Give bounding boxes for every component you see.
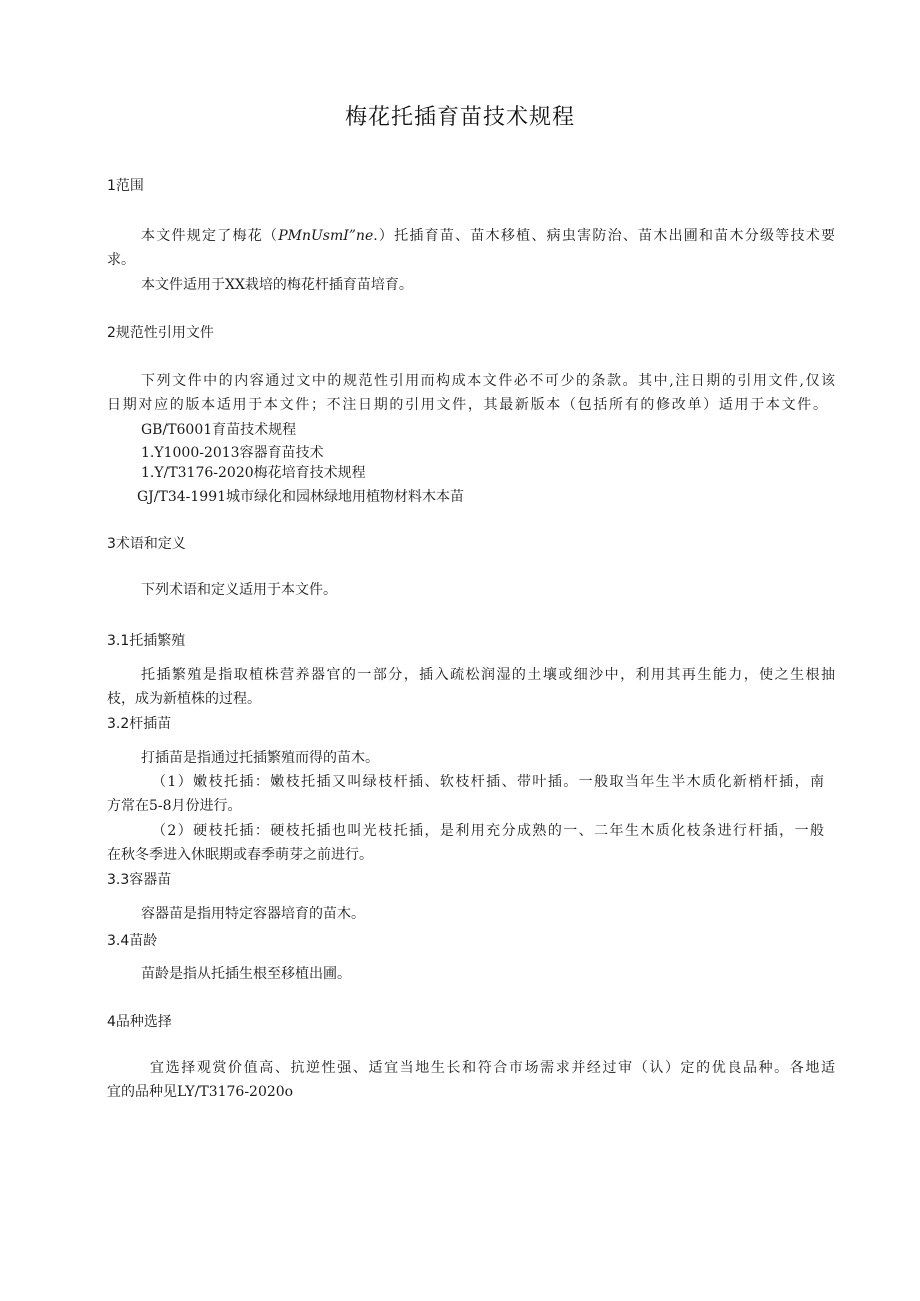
term-heading: 3.2杆插苗 [107,716,172,732]
section-heading-terms: 3术语和定义 [107,536,186,552]
term-heading: 3.3容器苗 [107,872,172,888]
term-heading: 3.4苗龄 [107,933,158,949]
scope-paragraph: 本文件适用于XX栽培的梅花杆插育苗培育。 [141,277,413,293]
section-heading-varieties: 4品种选择 [107,1014,172,1030]
term-list-item-line: 方常在5-8月份进行。 [107,798,242,814]
scope-paragraph-line [141,226,835,246]
term-list-item-line: （2）硬枝托插：硬枝托插也叫光枝托插，是利用充分成熟的一、二年生木质化枝条进行杆插，一般 [152,823,824,839]
document-title: 梅花托插育苗技术规程 [344,105,575,130]
term-list-item-line: （1）嫩枝托插：嫩枝托插又叫绿枝杆插、软枝杆插、带叶插。一般取当年生半木质化新梢杆插，南 [152,774,824,790]
term-definition: 容器苗是指用特定容器培育的苗木。 [141,906,365,922]
latin-name: PMnUsmI”ne. [278,228,378,244]
reference-item: 1.Y/T3176-2020梅花培育技术规程 [141,465,366,481]
term-definition: 打插苗是指通过托插繁殖而得的苗木。 [141,750,379,766]
references-paragraph-line: 下列文件中的内容通过文中的规范性引用而构成本文件必不可少的条款。其中,注日期的引用文件,仅该 [141,373,835,389]
term-heading: 3.1托插繁殖 [107,633,186,649]
terms-intro: 下列术语和定义适用于本文件。 [141,582,337,598]
term-definition: 苗龄是指从托插生根至移植出圃。 [141,966,351,982]
reference-item: GJ/T34-1991城市绿化和园林绿地用植物材料木本苗 [137,489,465,505]
scope-text-part: 本文件规定了梅花（ [141,228,279,244]
varieties-paragraph-line: 宜选择观赏价值高、抗逆性强、适宜当地生长和符合市场需求并经过审（认）定的优良品种。各地适 [150,1060,835,1076]
scope-text-part: ）托插育苗、苗木移植、病虫害防治、苗木出圃和苗木分级等技术要 [377,228,836,244]
section-heading-scope: 1范围 [107,178,144,194]
reference-item: 1.Y1000-2013容器育苗技术 [141,445,324,461]
references-paragraph-line: 日期对应的版本适用于本文件；不注日期的引用文件，其最新版本（包括所有的修改单）适用于本文件。 [107,397,827,413]
varieties-paragraph-line: 宜的品种见LY/T3176-2020o [107,1084,294,1100]
term-list-item-line: 在秋冬季进入休眠期或春季萌芽之前进行。 [107,847,373,863]
term-definition-line: 枝，成为新植株的过程。 [107,691,261,707]
section-heading-references: 2规范性引用文件 [107,325,214,341]
reference-item: GB/T6001育苗技术规程 [141,422,297,438]
scope-paragraph-line: 求。 [107,252,135,268]
term-definition-line: 托插繁殖是指取植株营养器官的一部分，插入疏松润湿的土壤或细沙中，利用其再生能力，使之生根抽 [141,667,835,683]
